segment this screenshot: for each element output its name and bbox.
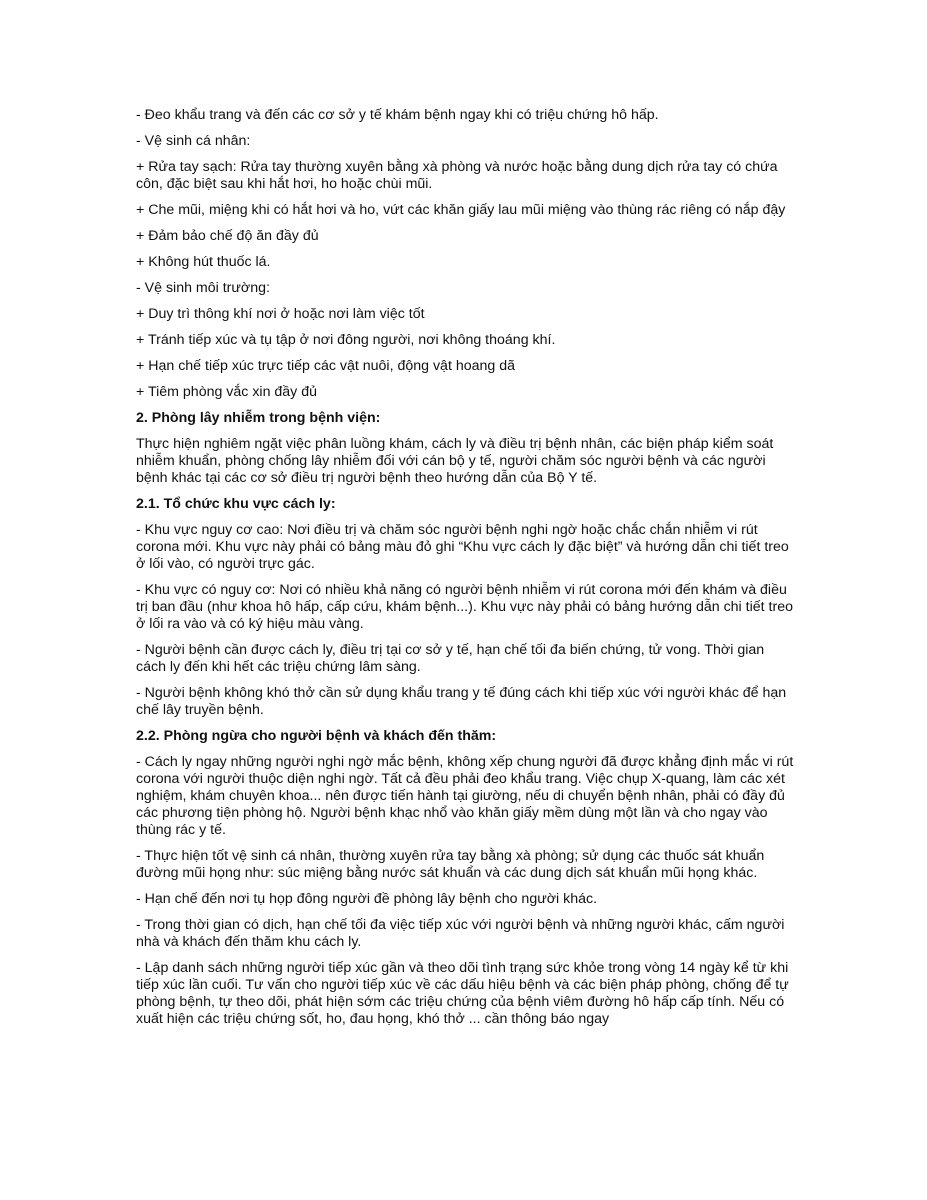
section-heading: 2. Phòng lây nhiễm trong bệnh viện: xyxy=(136,410,381,426)
paragraph: - Thực hiện tốt vệ sinh cá nhân, thường xuyên rửa tay bằng xà phòng; sử dụng các thuốc sát khuẩn đường mũi họng như: súc miệng bằng nước sát khuẩn và các dung dịch sát khuẩn mũi họng khác. xyxy=(136,848,765,881)
paragraph: + Đảm bảo chế độ ăn đầy đủ xyxy=(136,228,319,244)
paragraph: + Tránh tiếp xúc và tụ tập ở nơi đông người, nơi không thoáng khí. xyxy=(136,332,556,348)
paragraph: - Đeo khẩu trang và đến các cơ sở y tế khám bệnh ngay khi có triệu chứng hô hấp. xyxy=(136,107,659,123)
paragraph: - Người bệnh không khó thở cần sử dụng khẩu trang y tế đúng cách khi tiếp xúc với người khác để hạn chế lây truyền bệnh. xyxy=(136,685,787,718)
paragraph: - Hạn chế đến nơi tụ họp đông người đề phòng lây bệnh cho người khác. xyxy=(136,891,598,907)
section-heading: 2.2. Phòng ngừa cho người bệnh và khách đến thăm: xyxy=(136,728,497,744)
document-body xyxy=(136,107,798,1037)
paragraph: - Khu vực nguy cơ cao: Nơi điều trị và chăm sóc người bệnh nghi ngờ hoặc chắc chắn nhiễm vi rút corona mới. Khu vực này phải có bảng màu đỏ ghi “Khu vực cách ly đặc biệt” và hướng dẫn chi tiết treo ở lối vào, có người trực gác. xyxy=(136,522,789,572)
paragraph: - Vệ sinh môi trường: xyxy=(136,280,270,296)
paragraph: + Tiêm phòng vắc xin đầy đủ xyxy=(136,384,318,400)
paragraph: + Rửa tay sạch: Rửa tay thường xuyên bằng xà phòng và nước hoặc bằng dung dịch rửa tay có chứa côn, đặc biệt sau khi hắt hơi, ho hoặc chùi mũi. xyxy=(136,159,778,192)
paragraph: + Che mũi, miệng khi có hắt hơi và ho, vứt các khăn giấy lau mũi miệng vào thùng rác riêng có nắp đậy xyxy=(136,202,786,218)
paragraph: - Khu vực có nguy cơ: Nơi có nhiều khả năng có người bệnh nhiễm vi rút corona mới đến khám và điều trị ban đầu (như khoa hô hấp, cấp cứu, khám bệnh...). Khu vực này phải có bảng hướng dẫn chi tiết treo ở lối ra vào và có ký hiệu màu vàng. xyxy=(136,582,793,632)
paragraph: - Cách ly ngay những người nghi ngờ mắc bệnh, không xếp chung người đã được khẳng định mắc vi rút corona với người thuộc diện nghi ngờ. Tất cả đều phải đeo khẩu trang. Việc chụp X-quang, làm các xét nghiệm, khám chuyên khoa... nên được tiến hành tại giường, nếu di chuyển bệnh nhân, phải có đầy đủ các phương tiện phòng hộ. Người bệnh khạc nhổ vào khăn giấy mềm dùng một lần và cho ngay vào thùng rác y tế. xyxy=(136,754,794,838)
section-heading: 2.1. Tổ chức khu vực cách ly: xyxy=(136,496,336,512)
paragraph: - Người bệnh cần được cách ly, điều trị tại cơ sở y tế, hạn chế tối đa biến chứng, tử vong. Thời gian cách ly đến khi hết các triệu chứng lâm sàng. xyxy=(136,642,765,675)
paragraph: + Không hút thuốc lá. xyxy=(136,254,271,270)
paragraph: - Lập danh sách những người tiếp xúc gần và theo dõi tình trạng sức khỏe trong vòng 14 ngày kể từ khi tiếp xúc lần cuối. Tư vấn cho người tiếp xúc về các dấu hiệu bệnh và các biện pháp phòng, chống để tự phòng bệnh, tự theo dõi, phát hiện sớm các triệu chứng của bệnh viêm đường hô hấp cấp tính. Nếu có xuất hiện các triệu chứng sốt, ho, đau họng, khó thở ... cần thông báo ngay xyxy=(136,960,789,1027)
paragraph: + Duy trì thông khí nơi ở hoặc nơi làm việc tốt xyxy=(136,306,425,322)
paragraph: + Hạn chế tiếp xúc trực tiếp các vật nuôi, động vật hoang dã xyxy=(136,358,516,374)
paragraph: - Trong thời gian có dịch, hạn chế tối đa việc tiếp xúc với người bệnh và những người khác, cấm người nhà và khách đến thăm khu cách ly. xyxy=(136,917,785,950)
paragraph: - Vệ sinh cá nhân: xyxy=(136,133,251,149)
paragraph: Thực hiện nghiêm ngặt việc phân luồng khám, cách ly và điều trị bệnh nhân, các biện pháp kiểm soát nhiễm khuẩn, phòng chống lây nhiễm đối với cán bộ y tế, người chăm sóc người bệnh và các người bệnh khác tại các cơ sở điều trị người bệnh theo hướng dẫn của Bộ Y tế. xyxy=(136,436,774,486)
